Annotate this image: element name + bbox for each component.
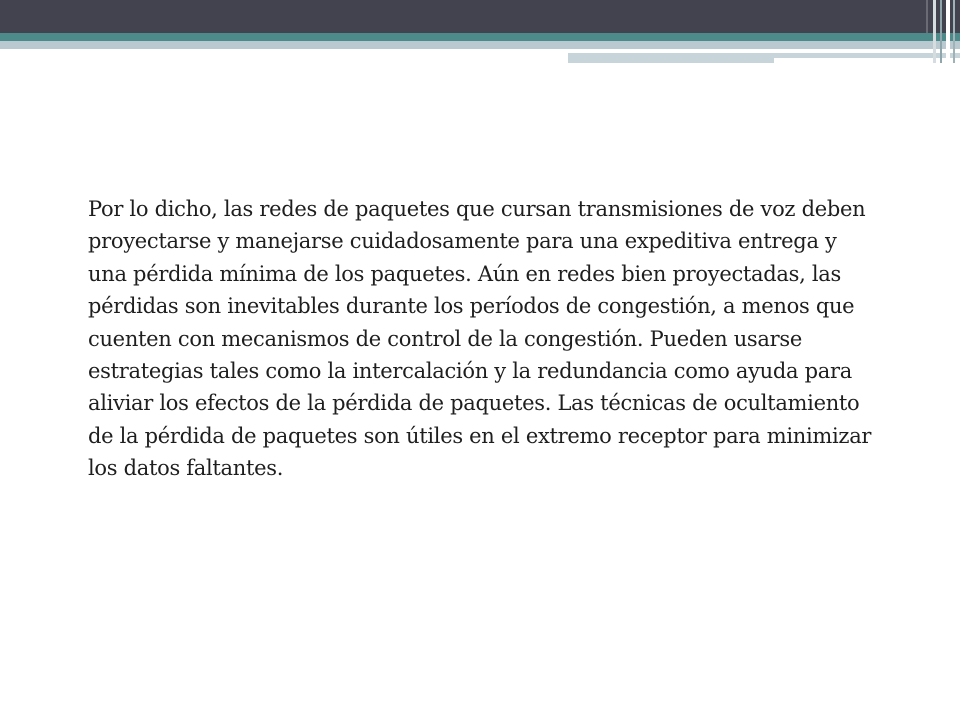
slide-body-text: Por lo dicho, las redes de paquetes que cursan transmisiones de voz deben proyectarse y manejarse cuidadosamente para una expeditiva entrega y una pérdida mínima de los paquetes. Aún en redes bien proyectadas, las pérdidas son inevitables durante los períodos de congestión, a menos que cuenten con mecanismos de control de la congestión. Pueden usarse estrategias tales como la intercalación y la redundancia como ayuda para aliviar los efectos de la pérdida de paquetes. Las técnicas de ocultamiento de la pérdida de paquetes son útiles en el extremo receptor para minimizar los datos faltantes.	[88, 197, 872, 481]
decor-vertical-stripe	[926, 0, 928, 33]
decor-vertical-stripe	[953, 0, 955, 63]
decor-vertical-stripe	[946, 0, 950, 63]
header-thin-line	[568, 49, 890, 51]
header-light-band	[0, 41, 960, 49]
decor-vertical-stripe	[933, 0, 936, 63]
header-teal-band	[0, 33, 960, 41]
decor-vertical-stripe	[940, 0, 942, 63]
header-dark-band	[0, 0, 960, 33]
